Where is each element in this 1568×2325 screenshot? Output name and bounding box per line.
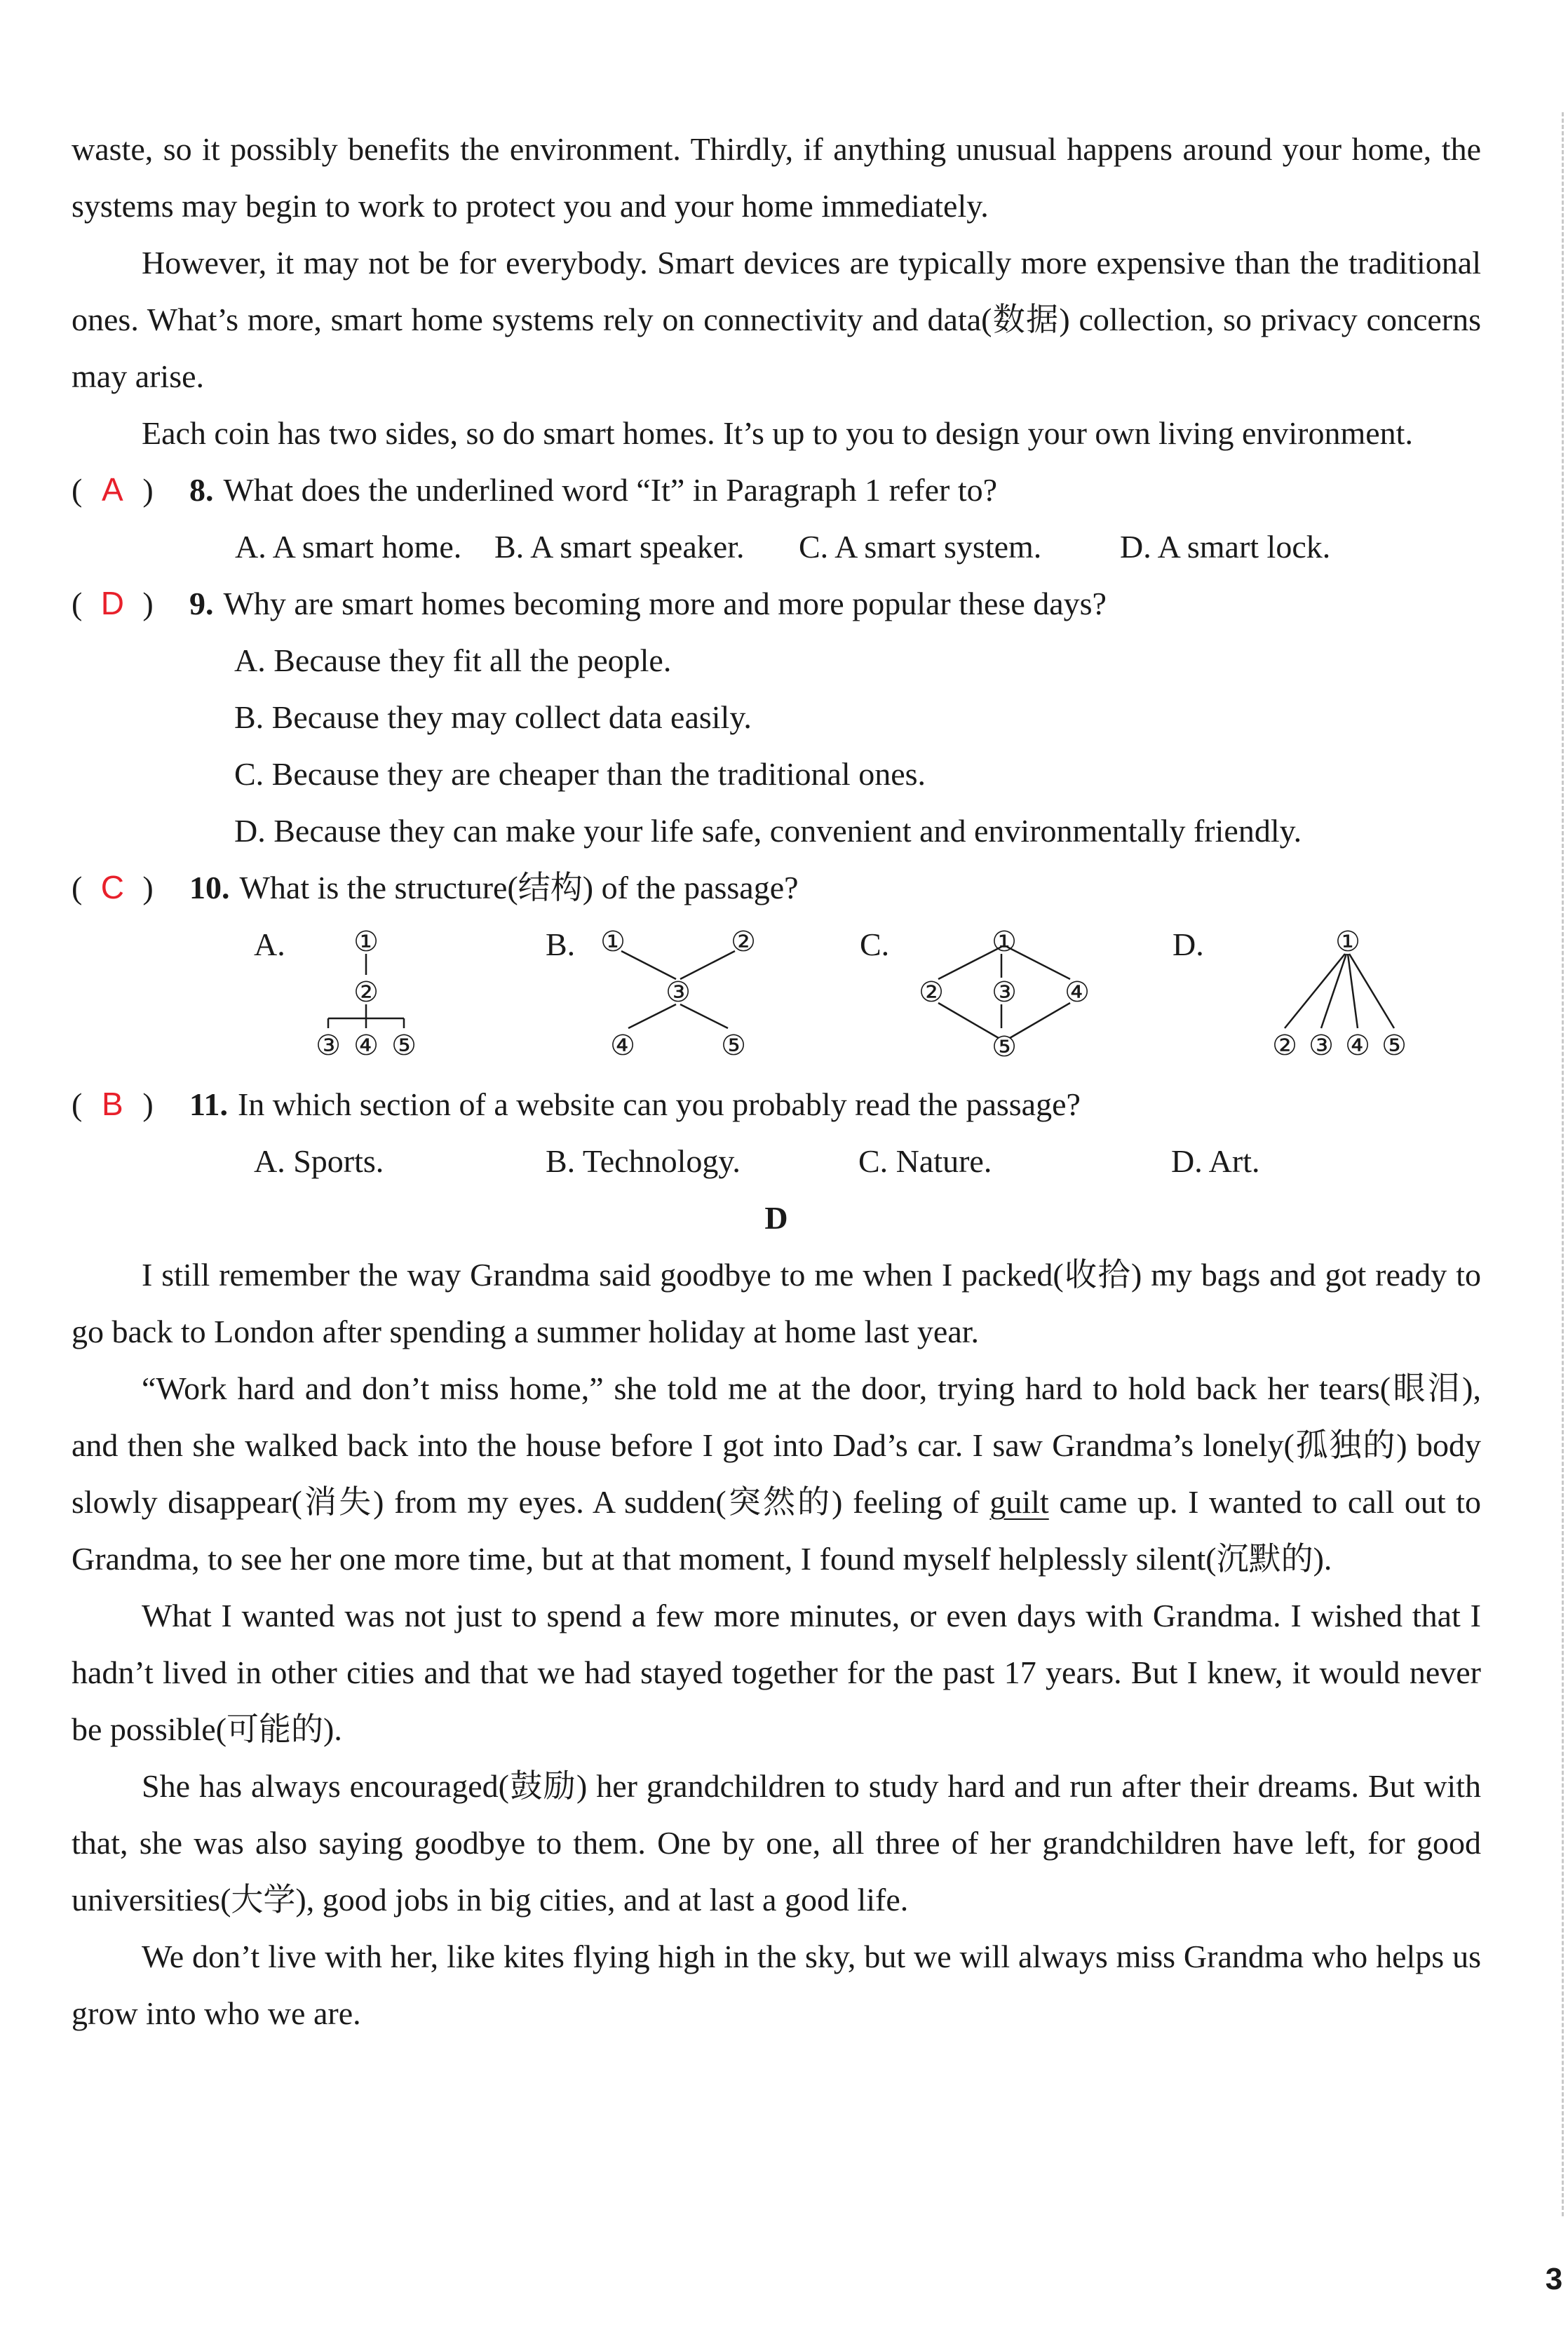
node-1: ① xyxy=(992,926,1017,958)
node-2: ② xyxy=(731,926,756,958)
question-number: 8. xyxy=(189,472,214,508)
node-4: ④ xyxy=(353,1030,379,1062)
content-column xyxy=(72,121,1481,2042)
answer-bracket: ( B ) xyxy=(72,1076,189,1133)
passage-d-paragraph: She has always encouraged(鼓励) her grandchildren to study hard and run after their dreams. But with that, she was also saying goodbye to them. One by one, all three of her grandchildren have left, for good universities(大学), good jobs in big cities, and at last a good life. xyxy=(72,1768,1481,1918)
diagram-a xyxy=(296,916,478,1095)
underlined-word: guilt xyxy=(989,1484,1049,1520)
node-5: ⑤ xyxy=(721,1030,746,1062)
passage-d-paragraph: What I wanted was not just to spend a few more minutes, or even days with Grandma. I wished that I hadn’t lived in other cities and that we had stayed together for the past 17 years. But I knew, it would never be possible(可能的). xyxy=(72,1598,1481,1747)
passage-d-paragraph: We don’t live with her, like kites flying high in the sky, but we will always miss Grandma who helps us grow into who we are. xyxy=(72,1939,1481,2031)
passage-d-paragraph xyxy=(72,1360,1481,1587)
option-b: B. Because they may collect data easily. xyxy=(234,699,752,735)
node-5: ⑤ xyxy=(992,1031,1017,1063)
structure-diagrams xyxy=(72,916,1481,1077)
question-9-options xyxy=(72,632,1481,859)
node-3: ③ xyxy=(665,976,691,1009)
question-number: 11. xyxy=(189,1086,228,1122)
answer-mark: A xyxy=(101,471,123,508)
node-1: ① xyxy=(1335,926,1360,958)
question-11-options xyxy=(72,1133,1481,1190)
node-4: ④ xyxy=(1345,1030,1370,1062)
paragraph-text: “Work hard and don’t miss home,” she told me at the door, trying hard to hold back her tears(眼泪), and then she walked back into the house before I got into Dad’s car. I saw Grandma’s lonely(孤独的) body slowly disappear(消失) from my eyes. A sudden(突然的) feeling of xyxy=(72,1370,1481,1520)
margin-rule xyxy=(1562,112,1564,2216)
question-8-options xyxy=(72,518,1481,575)
passage-d-paragraph: I still remember the way Grandma said goodbye to me when I packed(收拾) my bags and got ready to go back to London after spending a summer holiday at home last year. xyxy=(72,1257,1481,1349)
question-text: What is the structure(结构) of the passage? xyxy=(239,870,799,905)
answer-mark: D xyxy=(100,585,124,621)
question-8 xyxy=(72,461,1481,518)
passage-c-paragraph: Each coin has two sides, so do smart homes. It’s up to you to design your own living environment. xyxy=(142,415,1413,451)
option-a: A. Because they fit all the people. xyxy=(234,642,672,678)
question-text: Why are smart homes becoming more and more popular these days? xyxy=(223,586,1107,621)
option-c: C. A smart system. xyxy=(799,529,1042,565)
question-9 xyxy=(72,575,1481,632)
option-d: D. A smart lock. xyxy=(1120,529,1331,565)
answer-bracket: ( D ) xyxy=(72,575,189,632)
diagram-d xyxy=(1215,916,1453,1095)
answer-bracket: ( A ) xyxy=(72,461,189,518)
node-3: ③ xyxy=(316,1030,341,1062)
node-2: ② xyxy=(1272,1030,1297,1062)
option-b: B. A smart speaker. xyxy=(494,529,745,565)
option-d-label: D. xyxy=(1172,926,1204,962)
paragraph-text: came up. I wanted to call out to Grandma, to see her one more time, but at that moment, I found myself helplessly silent(沉默的). xyxy=(72,1484,1482,1577)
option-b-label: B. xyxy=(546,926,576,962)
option-c-label: C. xyxy=(860,926,890,962)
node-4: ④ xyxy=(610,1030,635,1062)
node-2: ② xyxy=(353,976,379,1009)
node-5: ⑤ xyxy=(1381,1030,1407,1062)
node-2: ② xyxy=(919,976,944,1009)
section-heading: D xyxy=(764,1200,788,1236)
option-c: C. Because they are cheaper than the traditional ones. xyxy=(234,756,926,792)
node-3: ③ xyxy=(992,976,1017,1009)
option-a-label: A. xyxy=(254,926,285,962)
node-1: ① xyxy=(600,926,626,958)
option-a: A. A smart home. xyxy=(235,529,462,565)
option-d: D. Because they can make your life safe, convenient and environmentally friendly. xyxy=(234,813,1302,849)
option-b: B. Technology. xyxy=(546,1143,741,1179)
question-text: In which section of a website can you probably read the passage? xyxy=(237,1086,1081,1122)
node-5: ⑤ xyxy=(391,1030,417,1062)
question-10 xyxy=(72,859,1481,916)
passage-c-paragraph: waste, so it possibly benefits the environment. Thirdly, if anything unusual happens around your home, the systems may begin to work to protect you and your home immediately. xyxy=(72,131,1481,224)
node-3: ③ xyxy=(1309,1030,1334,1062)
answer-mark: C xyxy=(100,869,124,905)
question-text: What does the underlined word “It” in Paragraph 1 refer to? xyxy=(223,472,998,508)
question-number: 9. xyxy=(189,586,214,621)
option-a: A. Sports. xyxy=(254,1143,384,1179)
question-number: 10. xyxy=(189,870,230,905)
node-1: ① xyxy=(353,926,379,958)
page-number: 3 xyxy=(1545,2262,1563,2296)
passage-c-paragraph: However, it may not be for everybody. Smart devices are typically more expensive than the traditional ones. What’s more, smart home systems rely on connectivity and data(数据) collection, so privacy concerns may arise. xyxy=(72,245,1481,394)
answer-bracket: ( C ) xyxy=(72,859,189,916)
diagram-c xyxy=(899,916,1109,1095)
option-d: D. Art. xyxy=(1171,1143,1260,1179)
node-4: ④ xyxy=(1065,976,1090,1009)
answer-mark: B xyxy=(101,1086,123,1122)
option-c: C. Nature. xyxy=(858,1143,992,1179)
diagram-b xyxy=(590,916,773,1095)
